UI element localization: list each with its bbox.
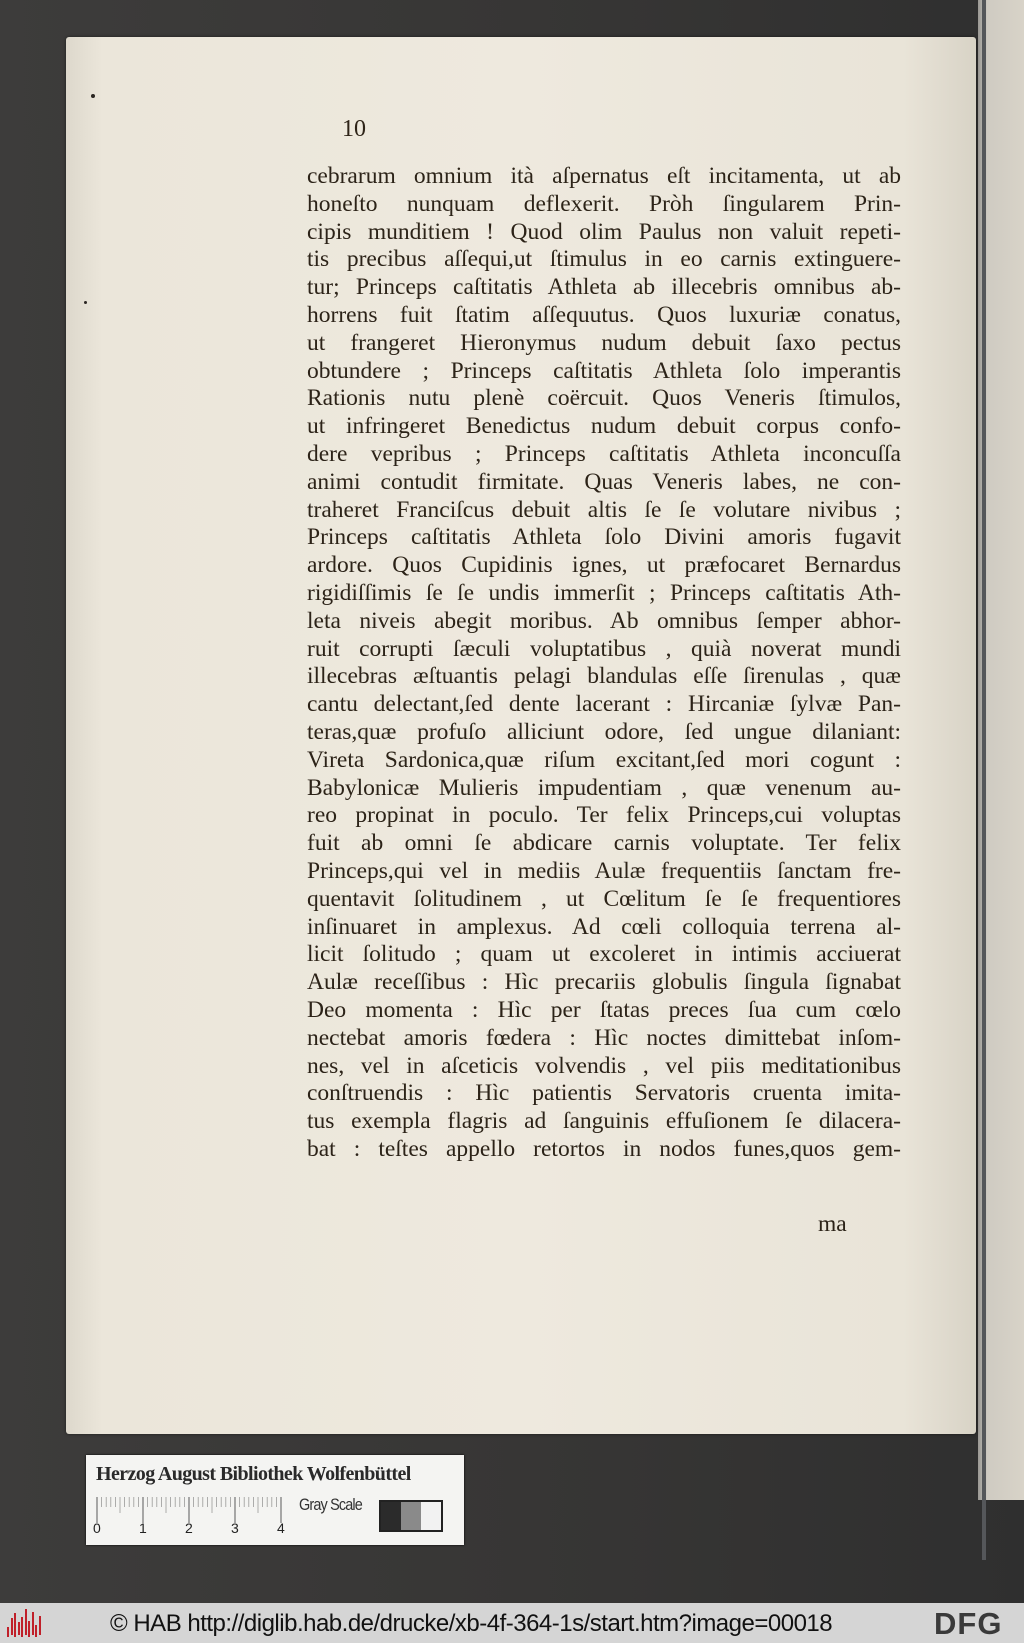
text-line: teras,quæ profuſo alliciunt odore, ſed ungue dilaniant: (307, 718, 901, 745)
hab-barcode-logo-icon (4, 1609, 44, 1637)
text-line: illecebras æſtuantis pelagi blandulas eſſe ſirenulas , quæ (307, 663, 901, 690)
text-line: cipis munditiem ! Quod olim Paulus non valuit repeti- (307, 218, 901, 245)
text-line: ruit corrupti ſæculi voluptatibus , quià noverat mundi (307, 635, 901, 662)
text-line: fuit ab omni ſe abdicare carnis voluptate. Ter felix (307, 830, 901, 857)
text-line: ut frangeret Hieronymus nudum debuit ſaxo pectus (307, 329, 901, 356)
logo-bar (18, 1622, 20, 1635)
logo-bar (25, 1609, 27, 1635)
gray-swatch (381, 1502, 401, 1530)
text-line: rigidiſſimis ſe ſe undis immerſit ; Princeps caſtitatis Ath- (307, 579, 901, 606)
text-line: Princeps,qui vel in mediis Aulæ frequentiis ſanctam fre- (307, 857, 901, 884)
text-line: dere vepribus ; Princeps caſtitatis Athleta inconcuſſa (307, 440, 901, 467)
text-line: animi contudit firmitate. Quas Veneris labes, ne con- (307, 468, 901, 495)
text-line: ut infringeret Benedictus nudum debuit corpus confo- (307, 413, 901, 440)
text-line: cantu delectant,ſed dente lacerant : Hircaniæ ſylvæ Pan- (307, 691, 901, 718)
logo-bar (28, 1621, 30, 1637)
text-line: tus exempla flagris ad ſanguinis effuſionem ſe dilacera- (307, 1108, 901, 1135)
ruler-number: 0 (93, 1520, 101, 1536)
text-line: cebrarum omnium ità aſpernatus eſt incitamenta, ut ab (307, 163, 901, 189)
page-number: 10 (342, 116, 366, 142)
gray-scale-swatches (379, 1500, 443, 1532)
text-line: honeſto nunquam deflexerit. Pròh ſingularem Prin- (307, 190, 901, 217)
text-line: traheret Franciſcus debuit altis ſe ſe volutare nivibus ; (307, 496, 901, 523)
text-line: reo propinat in poculo. Ter felix Princeps,cui voluptas (307, 802, 901, 829)
text-line: tur; Princeps caſtitatis Athleta ab illecebris omnibus ab- (307, 274, 901, 301)
text-line: leta niveis abegit moribus. Ab omnibus ſemper abhor- (307, 607, 901, 634)
text-line: tis precibus aſſequi,ut ſtimulus in eo carnis extinguere- (307, 246, 901, 273)
footer-bar (0, 1603, 1024, 1643)
text-line: bat : teſtes appello retortos in nodos funes,quos gem- (307, 1135, 901, 1162)
paper-speck (84, 301, 87, 304)
text-line: licit ſolitudo ; quam ut excoleret in intimis acciuerat (307, 941, 901, 968)
logo-bar (11, 1618, 13, 1635)
text-line: Aulæ receſſibus : Hìc precariis globulis ſingula ſignabat (307, 969, 901, 996)
text-line: inſinuaret in amplexus. Ad cœli colloquia terrena al- (307, 913, 901, 940)
text-line: Deo momenta : Hìc per ſtatas preces ſua cum cœlo (307, 996, 901, 1023)
text-line: Princeps caſtitatis Athleta ſolo Divini amoris fugavit (307, 524, 901, 551)
dfg-logo: DFG (934, 1606, 1003, 1641)
logo-bar (39, 1616, 41, 1635)
gray-swatch (401, 1502, 421, 1530)
library-name: Herzog August Bibliothek Wolfenbüttel (96, 1463, 411, 1485)
ruler-number: 2 (185, 1520, 193, 1536)
logo-bar (21, 1617, 23, 1637)
logo-bar (32, 1612, 34, 1635)
logo-bar (7, 1627, 9, 1637)
library-scale-card (86, 1455, 464, 1545)
paper-speck (91, 94, 95, 98)
ruler-number: 4 (277, 1520, 285, 1536)
text-line: Vireta Sardonica,quæ riſum excitant,ſed mori cogunt : (307, 746, 901, 773)
gray-swatch (421, 1502, 441, 1530)
text-line: horrens fuit ſtatim aſſequutus. Quos luxuriæ conatus, (307, 301, 901, 328)
ruler-number: 1 (139, 1520, 147, 1536)
text-line: Rationis nutu plenè coërcuit. Quos Veneris ſtimulos, (307, 385, 901, 412)
catchword: ma (818, 1211, 847, 1237)
page-gutter (982, 0, 986, 1560)
ruler-number: 3 (231, 1520, 239, 1536)
logo-bar (35, 1625, 37, 1637)
text-line: conſtruendis : Hìc patientis Servatoris cruenta imita- (307, 1080, 901, 1107)
gray-scale-label: Gray Scale (299, 1495, 362, 1514)
text-line: nectebat amoris fœdera : Hìc noctes dimittebat inſom- (307, 1024, 901, 1051)
text-line: obtundere ; Princeps caſtitatis Athleta ſolo imperantis (307, 357, 901, 384)
text-line: Babylonicæ Mulieris impudentiam , quæ venenum au- (307, 774, 901, 801)
body-text (307, 163, 901, 1164)
text-line: quentavit ſolitudinem , ut Cœlitum ſe ſe frequentiores (307, 885, 901, 912)
text-line: ardore. Quos Cupidinis ignes, ut præfocaret Bernardus (307, 552, 901, 579)
source-url[interactable]: © HAB http://diglib.hab.de/drucke/xb-4f-364-1s/start.htm?image=00018 (110, 1610, 833, 1637)
text-line: nes, vel in aſceticis volvendis , vel piis meditationibus (307, 1052, 901, 1079)
logo-bar (14, 1613, 16, 1637)
